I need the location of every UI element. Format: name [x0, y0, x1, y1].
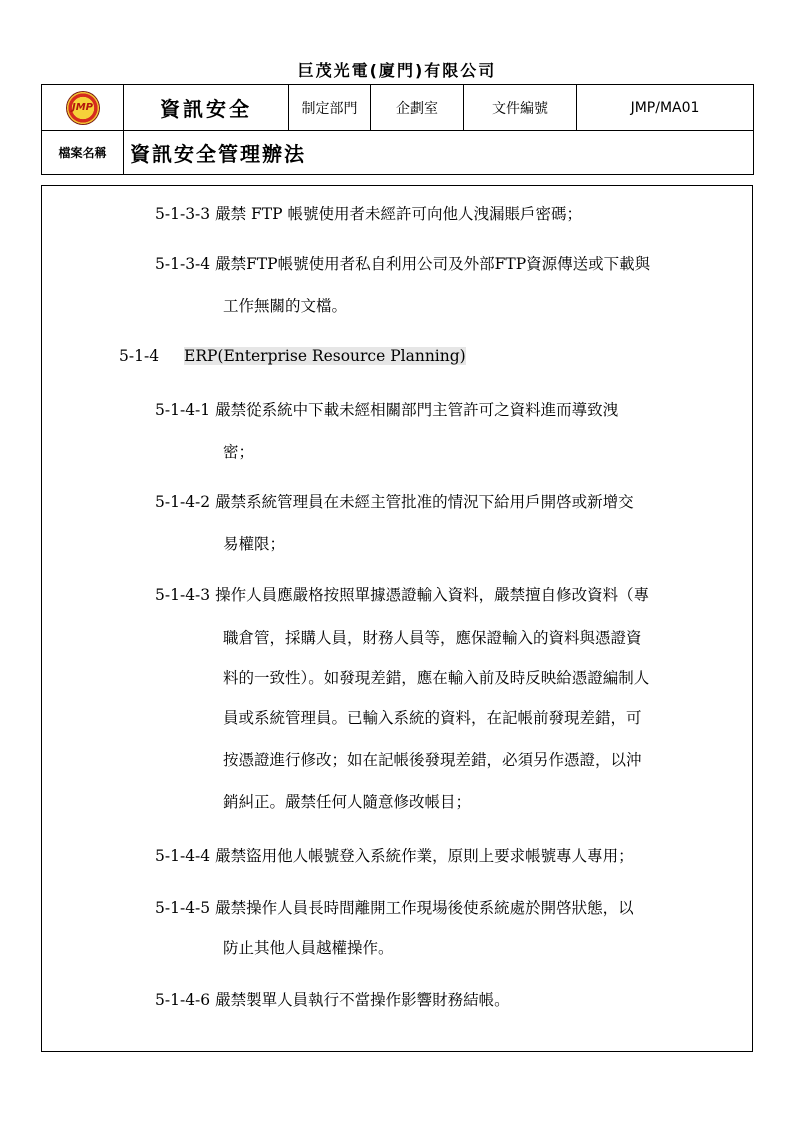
doc-no-value: JMP/MA01: [577, 85, 754, 131]
clause-5-1-4-3-cont-4: 按憑證進行修改；如在記帳後發現差錯，必須另作憑證，以沖: [223, 751, 642, 769]
company-logo: JMP: [66, 91, 100, 125]
clause-5-1-4-5-cont: 防止其他人員越權操作。: [223, 939, 394, 957]
clause-5-1-3-3: 5-1-3-3 嚴禁 FTP 帳號使用者未經許可向他人洩漏賬戶密碼；: [155, 205, 582, 223]
clause-5-1-4-1: 5-1-4-1 嚴禁從系統中下載未經相關部門主管許可之資料進而導致洩: [155, 401, 619, 419]
clause-5-1-4-3-cont-3: 員或系統管理員。已輸入系統的資料，在記帳前發現差錯，可: [223, 709, 642, 727]
logo-cell: [42, 85, 124, 131]
clause-5-1-3-4-cont: 工作無關的文檔。: [223, 297, 348, 315]
doc-no-label: 文件編號: [464, 85, 577, 131]
section-5-1-4: [119, 345, 466, 367]
clause-5-1-4-6: 5-1-4-6 嚴禁製單人員執行不當操作影響財務結帳。: [155, 991, 510, 1009]
clause-5-1-4-5: 5-1-4-5 嚴禁操作人員長時間離開工作現場後使系統處於開啓狀態，以: [155, 899, 634, 917]
category-title: 資訊安全: [124, 85, 289, 131]
clause-5-1-4-4: 5-1-4-4 嚴禁盜用他人帳號登入系統作業，原則上要求帳號專人專用；: [155, 847, 634, 865]
clause-5-1-3-4: 5-1-3-4 嚴禁FTP帳號使用者私自利用公司及外部FTP資源傳送或下載與: [155, 255, 651, 273]
dept-value: 企劃室: [371, 85, 464, 131]
clause-5-1-4-3: 5-1-4-3 操作人員應嚴格按照單據憑證輸入資料，嚴禁擅自修改資料（專: [155, 586, 650, 604]
section-number: 5-1-4: [119, 347, 160, 365]
clause-5-1-4-3-cont-2: 料的一致性）。如發現差錯，應在輸入前及時反映給憑證編制人: [223, 669, 650, 687]
clause-5-1-4-1-cont: 密；: [223, 443, 255, 461]
dept-label: 制定部門: [289, 85, 371, 131]
file-name-label: 檔案名稱: [42, 131, 124, 175]
clause-5-1-4-2-cont: 易權限；: [223, 535, 286, 553]
document-header-table: [41, 84, 754, 175]
clause-5-1-4-3-cont-5: 銷糾正。嚴禁任何人隨意修改帳目；: [223, 793, 472, 811]
section-title: ERP(Enterprise Resource Planning): [184, 347, 466, 365]
content-box: [41, 185, 753, 1052]
file-name-value: 資訊安全管理辦法: [124, 131, 754, 175]
company-name: 巨茂光電(廈門)有限公司: [297, 61, 497, 80]
clause-5-1-4-2: 5-1-4-2 嚴禁系統管理員在未經主管批准的情況下給用戶開啓或新增交: [155, 493, 634, 511]
clause-5-1-4-3-cont-1: 職倉管，採購人員，財務人員等，應保證輸入的資料與憑證資: [223, 629, 642, 647]
